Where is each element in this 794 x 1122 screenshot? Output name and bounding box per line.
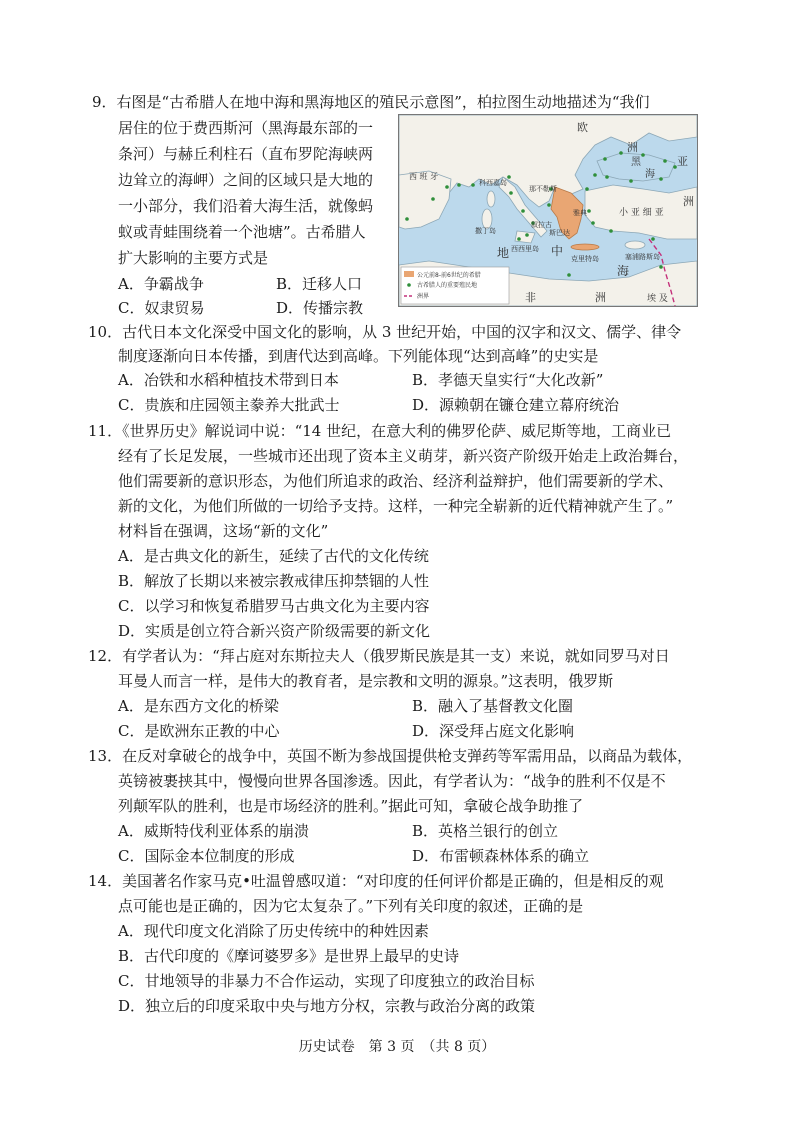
q10-stem-line: 10．古代日本文化深受中国文化的影响，从 3 世纪开始，中国的汉字和汉文、儒学、律令 <box>88 323 682 341</box>
q12-option-d: D．深受拜占庭文化影响 <box>412 722 575 740</box>
q13-stem-line: 英镑被裹挟其中，慢慢向世界各国渗透。因此，有学者认为：“战争的胜利不仅是不 <box>118 772 666 790</box>
label-corsica: 科西嘉岛 <box>479 179 507 187</box>
q9-option-c: C．奴隶贸易 <box>118 299 205 317</box>
label-asia-2: 洲 <box>683 195 694 208</box>
q11-stem-line: 11．《世界历史》解说词中说：“14 世纪，在意大利的佛罗伦萨、威尼斯等地，工商业已 <box>88 422 672 440</box>
q11-option-b: B．解放了长期以来被宗教戒律压抑禁锢的人性 <box>118 572 430 590</box>
label-sea-di: 地 <box>497 246 510 260</box>
label-asia-1: 亚 <box>677 155 688 168</box>
q9-stem-line: 扩大影响的主要方式是 <box>118 249 269 267</box>
q11-stem-line: 材料旨在强调，这场“新的文化” <box>118 522 329 540</box>
legend-item-colony: 古希腊人的重要殖民地 <box>417 282 478 289</box>
q13-option-a: A．威斯特伐利亚体系的崩溃 <box>118 822 309 840</box>
q10-option-a: A．冶铁和水稻种植技术带到日本 <box>118 371 339 389</box>
q11-stem-line: 他们需要新的意识形态，为他们所追求的政治、经济利益辩护，他们需要新的学术、 <box>118 472 674 490</box>
label-sardinia: 撒丁岛 <box>475 227 496 235</box>
label-syracuse: 叙拉古 <box>531 221 552 229</box>
q9-stem-line: 边耸立的海岬）之间的区域只是大地的 <box>118 171 374 189</box>
label-spain: 西 班 牙 <box>409 172 439 181</box>
label-asia-minor: 小 亚 细 亚 <box>619 208 664 218</box>
map-legend <box>401 267 509 304</box>
label-black-sea-2: 海 <box>645 169 655 180</box>
q11-stem-line: 新的文化，为他们所做的一切给予支持。这样，一种完全崭新的近代精神就产生了。” <box>118 497 674 515</box>
q12-stem-line: 12．有学者认为：“拜占庭对东斯拉夫人（俄罗斯民族是其一支）来说，就如同罗马对日 <box>88 647 670 665</box>
legend-item-greece: 公元前8-前6世纪的希腊 <box>417 272 481 279</box>
greek-colonization-map <box>398 114 698 307</box>
q10-option-b: B．孝德天皇实行“大化改新” <box>412 371 604 389</box>
q13-stem-line: 13．在反对拿破仑的战争中，英国不断为参战国提供枪支弹药等军需用品，以商品为载体， <box>88 747 693 765</box>
q13-stem-line: 列颠军队的胜利，也是市场经济的胜利。”据此可知，拿破仑战争助推了 <box>118 797 584 815</box>
q9-stem-line: 一小部分，我们沿着大海生活，就像蚂 <box>118 197 374 215</box>
q12-option-b: B．融入了基督教文化圈 <box>412 697 574 715</box>
q12-stem-line: 耳曼人而言一样，是伟大的教育者，是宗教和文明的源泉。”这表明，俄罗斯 <box>118 672 614 690</box>
legend-item-border: 洲界 <box>417 293 430 300</box>
q13-option-d: D．布雷顿森林体系的确立 <box>412 847 590 865</box>
q11-option-d: D．实质是创立符合新兴资产阶级需要的新文化 <box>118 622 431 640</box>
label-africa-2: 洲 <box>595 291 606 304</box>
label-sea-hai: 海 <box>617 264 630 278</box>
q13-option-c: C．国际金本位制度的形成 <box>118 847 295 865</box>
label-sea-zhong: 中 <box>551 244 564 258</box>
label-cyprus: 塞浦路斯岛 <box>625 253 660 261</box>
label-europe-1: 欧 <box>577 121 588 134</box>
q9-option-a: A．争霸战争 <box>118 275 204 293</box>
q10-option-c: C．贵族和庄园领主豢养大批武士 <box>118 396 340 414</box>
q9-stem-line: 9．右图是“古希腊人在地中海和黑海地区的殖民示意图”，柏拉图生动地描述为“我们 <box>92 93 650 111</box>
label-naples: 那不勒斯 <box>529 185 557 193</box>
label-crete: 克里特岛 <box>571 255 599 263</box>
q14-stem-line: 点可能也是正确的，因为它太复杂了。”下列有关印度的叙述，正确的是 <box>118 897 584 915</box>
q9-stem-line: 蚁或青蛙围绕着一个池塘”。古希腊人 <box>118 223 366 241</box>
label-europe-2: 洲 <box>627 141 638 154</box>
legend-swatch-colony <box>407 283 411 287</box>
legend-swatch-greece <box>404 271 414 277</box>
label-black-sea-1: 黑 <box>631 157 641 168</box>
q13-option-b: B．英格兰银行的创立 <box>412 822 559 840</box>
q14-option-c: C．甘地领导的非暴力不合作运动，实现了印度独立的政治目标 <box>118 972 535 990</box>
q10-option-d: D．源赖朝在镰仓建立幕府统治 <box>412 396 620 414</box>
q14-option-b: B．古代印度的《摩诃婆罗多》是世界上最早的史诗 <box>118 947 460 965</box>
label-egypt: 埃 及 <box>647 294 668 304</box>
q9-stem-line: 条河）与赫丘利柱石（直布罗陀海峡两 <box>118 145 374 163</box>
label-sicily: 西西里岛 <box>511 245 539 253</box>
q11-option-a: A．是古典文化的新生，延续了古代的文化传统 <box>118 547 429 565</box>
label-sparta: 斯巴达 <box>549 229 570 237</box>
q10-stem-line: 制度逐渐向日本传播，到唐代达到高峰。下列能体现“达到高峰”的史实是 <box>118 347 599 365</box>
q14-option-d: D．独立后的印度采取中央与地方分权，宗教与政治分离的政策 <box>118 997 536 1015</box>
q12-option-c: C．是欧洲东正教的中心 <box>118 722 280 740</box>
q9-stem-line: 居住的位于费西斯河（黑海最东部的一 <box>118 119 374 137</box>
q14-stem-line: 14．美国著名作家马克•吐温曾感叹道：“对印度的任何评价都是正确的，但是相反的观 <box>88 872 664 890</box>
page-footer: 历史试卷 第 3 页 （共 8 页） <box>298 1039 496 1055</box>
q11-stem-line: 经有了长足发展，一些城市还出现了资本主义萌芽，新兴资产阶级开始走上政治舞台， <box>118 447 689 465</box>
q11-option-c: C．以学习和恢复希腊罗马古典文化为主要内容 <box>118 597 430 615</box>
q9-option-d: D．传播宗教 <box>276 299 364 317</box>
q9-option-b: B．迁移人口 <box>276 275 363 293</box>
label-athens: 雅典 <box>573 209 587 217</box>
q14-option-a: A．现代印度文化消除了历史传统中的种姓因素 <box>118 922 429 940</box>
q12-option-a: A．是东西方文化的桥梁 <box>118 697 279 715</box>
label-africa-1: 非 <box>525 291 536 304</box>
